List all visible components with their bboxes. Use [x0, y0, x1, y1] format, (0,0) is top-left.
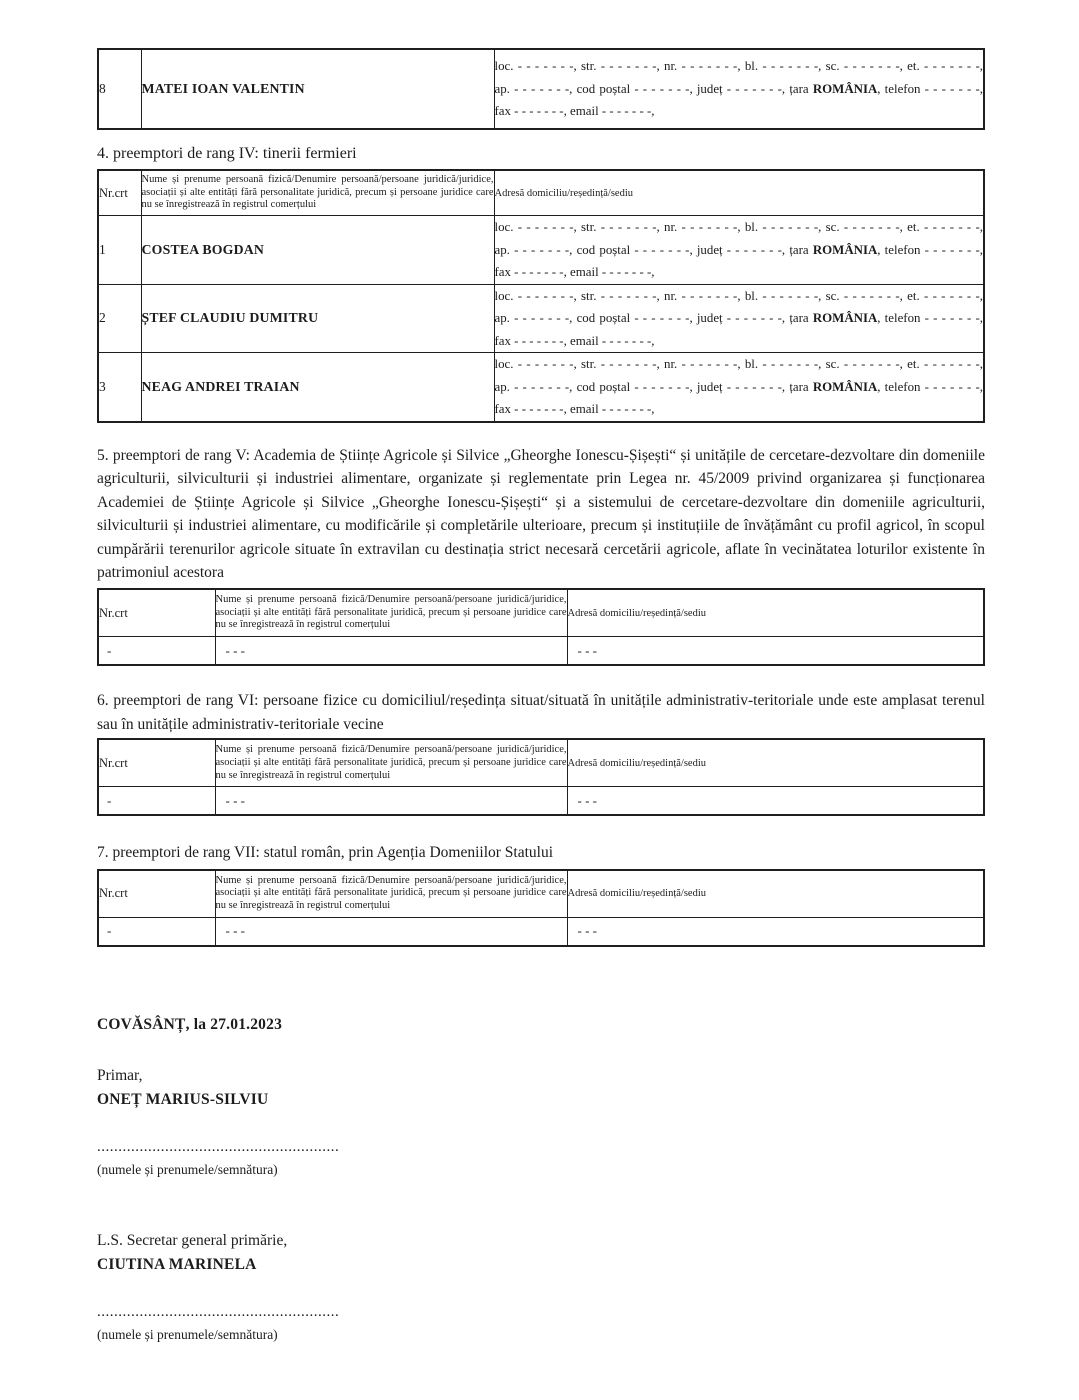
address-cell: - - -	[567, 917, 984, 946]
table-row	[98, 49, 984, 129]
address-cell	[494, 216, 984, 285]
secretary-role-label: L.S. Secretar general primărie,	[97, 1231, 288, 1249]
nr-crt-header: Nr.crt	[98, 739, 215, 787]
name-cell: MATEI IOAN VALENTIN	[141, 49, 494, 129]
row-number-cell: 3	[98, 353, 141, 422]
address-line-1: loc. - - - - - - -, str. - - - - - - -, nr. - - - - - - -, bl. - - - - - - -, sc. - - - - - - -, et. - - - - - - -,	[494, 357, 983, 371]
country-name: ROMÂNIA	[812, 81, 878, 96]
address-line-2-prefix: ap. - - - - - - -, cod poștal - - - - - - -, județ - - - - - - -, țara	[494, 81, 813, 96]
table-header-row	[98, 170, 984, 216]
address-header: Adresă domiciliu/reședință/sediu	[567, 870, 984, 918]
primar-signature-note: (numele și prenumele/semnătura)	[97, 1161, 278, 1177]
table-row	[98, 353, 984, 422]
address-cell: - - -	[567, 787, 984, 816]
rank5-table	[97, 588, 985, 666]
rank6-table	[97, 738, 985, 816]
country-name: ROMÂNIA	[812, 242, 878, 257]
address-line-1: loc. - - - - - - -, str. - - - - - - -, nr. - - - - - - -, bl. - - - - - - -, sc. - - - - - - -, et. - - - - - - -,	[494, 59, 983, 74]
table-header-row	[98, 870, 984, 918]
row-number-cell: 2	[98, 284, 141, 353]
address-line-3: fax - - - - - - -, email - - - - - - -,	[494, 104, 655, 119]
section6-heading: 6. preemptori de rang VI: persoane fizice cu domiciliul/reședința situat/situată în unitățile administrativ-teritoriale unde este amplasat terenul sau în unitățile administrativ-teritoriale vecine	[97, 692, 985, 733]
name-header: Nume și prenume persoană fizică/Denumire persoană/persoane juridică/juridice, asociații și alte entități fără personalitate juridică, precum și persoane juridice care nu se înregistrează în registrul comerțului	[215, 870, 567, 918]
section7-heading: 7. preemptori de rang VII: statul român, prin Agenția Domeniilor Statului	[97, 844, 554, 862]
address-line-2-suffix: , telefon - - - - - - -,	[877, 242, 983, 257]
rank3-continuation-table	[97, 48, 985, 130]
table-header-row	[98, 589, 984, 637]
name-cell: ȘTEF CLAUDIU DUMITRU	[141, 284, 494, 353]
address-header: Adresă domiciliu/reședință/sediu	[494, 170, 984, 216]
address-line-2	[495, 376, 984, 399]
nr-crt-header: Nr.crt	[98, 170, 141, 216]
table-row	[98, 216, 984, 285]
name-header: Nume și prenume persoană fizică/Denumire persoană/persoane juridică/juridice, asociații și alte entități fără personalitate juridică, precum și persoane juridice care nu se înregistrează în registrul comerțului	[215, 589, 567, 637]
row-number-cell: -	[98, 637, 215, 666]
address-line-3: fax - - - - - - -, email - - - - - - -,	[494, 333, 655, 348]
table-row	[98, 284, 984, 353]
address-header: Adresă domiciliu/reședință/sediu	[567, 589, 984, 637]
address-line-1: loc. - - - - - - -, str. - - - - - - -, nr. - - - - - - -, bl. - - - - - - -, sc. - - - - - - -, et. - - - - - - -,	[494, 288, 983, 303]
address-line-2-suffix: , telefon - - - - - - -,	[877, 81, 983, 96]
table-header-row	[98, 739, 984, 787]
document-content	[97, 0, 985, 1344]
rank7-table	[97, 869, 985, 947]
section4-heading: 4. preemptori de rang IV: tinerii fermieri	[97, 145, 357, 162]
address-line-2-suffix: , telefon - - - - - - -,	[877, 311, 983, 325]
secretary-signature-note: (numele și prenumele/semnătura)	[97, 1326, 278, 1342]
row-number-cell: 8	[98, 49, 141, 129]
empty-table-row	[98, 787, 984, 816]
address-line-1: loc. - - - - - - -, str. - - - - - - -, nr. - - - - - - -, bl. - - - - - - -, sc. - - - - - - -, et. - - - - - - -,	[494, 220, 983, 234]
primar-name: ONEȚ MARIUS-SILVIU	[97, 1090, 269, 1108]
empty-table-row	[98, 637, 984, 666]
address-header: Adresă domiciliu/reședință/sediu	[567, 739, 984, 787]
name-cell: - - -	[215, 787, 567, 816]
address-cell	[494, 284, 984, 353]
rank4-table	[97, 169, 985, 423]
name-header: Nume și prenume persoană fizică/Denumire persoană/persoane juridică/juridice, asociații și alte entități fără personalitate juridică, precum și persoane juridice care nu se înregistrează în registrul comerțului	[141, 170, 494, 216]
primar-role-label: Primar,	[97, 1066, 143, 1084]
address-line-2-suffix: , telefon - - - - - - -,	[877, 379, 983, 394]
address-cell	[494, 353, 984, 422]
address-line-2	[495, 307, 984, 330]
country-name: ROMÂNIA	[812, 311, 878, 325]
name-cell: NEAG ANDREI TRAIAN	[141, 353, 494, 422]
name-header: Nume și prenume persoană fizică/Denumire persoană/persoane juridică/juridice, asociații și alte entități fără personalitate juridică, precum și persoane juridice care nu se înregistrează în registrul comerțului	[215, 739, 567, 787]
address-line-2-prefix: ap. - - - - - - -, cod poștal - - - - - - -, județ - - - - - - -, țara	[494, 242, 813, 257]
address-line-2-prefix: ap. - - - - - - -, cod poștal - - - - - - -, județ - - - - - - -, țara	[494, 311, 813, 325]
secretary-name: CIUTINA MARINELA	[97, 1255, 257, 1273]
address-line-2	[495, 239, 984, 262]
section5-heading: 5. preemptori de rang V: Academia de Științe Agricole și Silvice „Gheorghe Ionescu-Șișești“ și unitățile de cercetare-dezvoltare din domeniile agriculturii, silviculturii și industriei alimentare, organizate și reglementate prin Legea nr. 45/2009 privind organizarea și funcționarea Academiei de Științe Agricole și Silvice „Gheorghe Ionescu-Șișești“ și a sistemului de cercetare-dezvoltare din domeniile agriculturii, silviculturii și industriei alimentare, cu modificările și completările ulterioare, precum și instituțiile de învățământ cu profil agricol, în scopul cumpărării terenurilor agricole situate în extravilan cu destinația strict necesară cercetării agricole, aflate în vecinătatea loturilor existente în patrimoniul acestora	[97, 446, 985, 582]
name-cell: - - -	[215, 637, 567, 666]
empty-table-row	[98, 917, 984, 946]
place-and-date: COVĂSÂNȚ, la 27.01.2023	[97, 1015, 283, 1033]
row-number-cell: -	[98, 917, 215, 946]
address-cell	[494, 49, 984, 129]
name-cell: COSTEA BOGDAN	[141, 216, 494, 285]
address-line-2	[495, 78, 984, 101]
secretary-signature-line: .........................................................	[97, 1303, 340, 1320]
primar-signature-line: .........................................................	[97, 1138, 340, 1155]
address-cell: - - -	[567, 637, 984, 666]
address-line-3: fax - - - - - - -, email - - - - - - -,	[494, 402, 655, 416]
name-cell: - - -	[215, 917, 567, 946]
nr-crt-header: Nr.crt	[98, 589, 215, 637]
row-number-cell: 1	[98, 216, 141, 285]
country-name: ROMÂNIA	[812, 379, 878, 394]
row-number-cell: -	[98, 787, 215, 816]
address-line-3: fax - - - - - - -, email - - - - - - -,	[494, 265, 655, 279]
address-line-2-prefix: ap. - - - - - - -, cod poștal - - - - - - -, județ - - - - - - -, țara	[494, 379, 813, 394]
nr-crt-header: Nr.crt	[98, 870, 215, 918]
